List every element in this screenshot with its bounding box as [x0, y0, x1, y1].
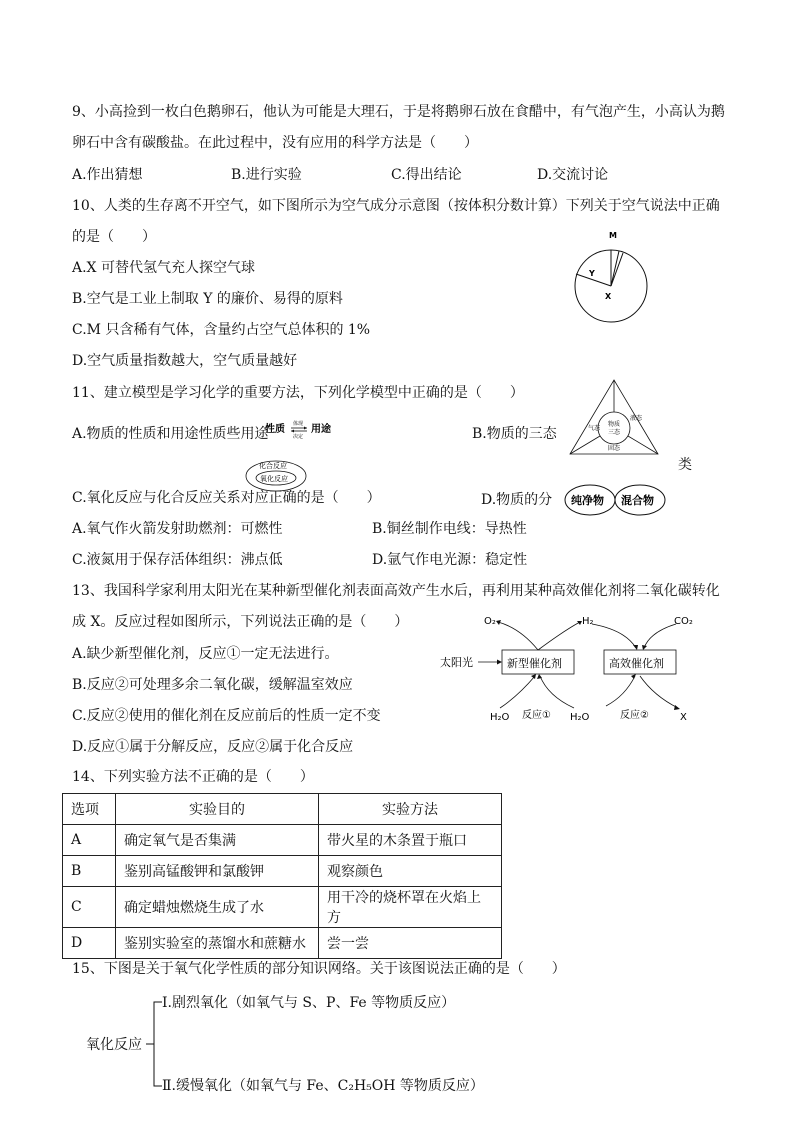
q11-option-d: D.物质的分 — [481, 492, 553, 508]
q10-option-b: B.空气是工业上制取 Y 的廉价、易得的原料 — [72, 291, 343, 307]
three-states-model — [568, 378, 660, 456]
svg-text:太阳光: 太阳光 — [440, 656, 473, 669]
table-header: 实验目的 — [116, 794, 319, 825]
oxidation-branch-1: Ⅰ.剧烈氧化（如氧气与 S、P、Fe 等物质反应） — [162, 995, 456, 1011]
q12-option-c: C.液氮用于保存活体组织：沸点低 — [72, 552, 283, 568]
q10-option-d: D.空气质量指数越大，空气质量越好 — [72, 353, 298, 369]
table-cell: 确定氧气是否集满 — [116, 825, 319, 856]
table-cell: 带火星的木条置于瓶口 — [319, 825, 502, 856]
oxidation-root-label: 氧化反应 — [86, 1037, 142, 1053]
q12-option-b: B.铜丝制作电线：导热性 — [372, 521, 527, 537]
svg-text:反应①: 反应① — [522, 710, 551, 721]
q14-stem: 14、下列实验方法不正确的是（ ） — [72, 769, 314, 785]
q13-option-c: C.反应②使用的催化剂在反应前后的性质一定不变 — [72, 708, 381, 724]
q10-stem-line2: 的是（ ） — [72, 229, 156, 245]
table-header: 实验方法 — [319, 794, 502, 825]
svg-text:H₂O: H₂O — [490, 712, 510, 723]
experiment-table — [62, 793, 502, 959]
svg-text:气态: 气态 — [588, 425, 601, 432]
q10-stem-line1: 10、人类的生存离不开空气，如下图所示为空气成分示意图（按体积分数计算）下列关于空气说法中正确 — [72, 198, 720, 214]
q12-option-a: A.氧气作火箭发射助燃剂：可燃性 — [72, 521, 283, 537]
q10-option-a: A.X 可替代氢气充人探空气球 — [72, 260, 255, 276]
table-header-row — [63, 794, 502, 825]
table-header: 选项 — [63, 794, 116, 825]
table-row — [63, 887, 502, 928]
svg-text:O₂: O₂ — [484, 616, 496, 627]
q11-option-a: A.物质的性质和用途性质些用途 — [72, 426, 269, 442]
q11-option-b: B.物质的三态 — [472, 426, 557, 442]
oxidation-branch-2: Ⅱ.缓慢氧化（如氧气与 Fe、C₂H₅OH 等物质反应） — [162, 1078, 484, 1094]
property-use-model — [265, 418, 345, 440]
q9-stem-line2: 卵石中含有碳酸盐。在此过程中，没有应用的科学方法是（ ） — [72, 135, 478, 151]
table-cell: 用干冷的烧杯罩在火焰上方 — [319, 887, 502, 928]
table-cell: C — [63, 887, 116, 928]
q13-option-b: B.反应②可处理多余二氧化碳，缓解温室效应 — [72, 677, 353, 693]
svg-text:三态: 三态 — [608, 429, 621, 436]
pie-label-x: X — [605, 292, 612, 301]
svg-text:CO₂: CO₂ — [674, 616, 693, 627]
svg-text:决定: 决定 — [293, 434, 304, 440]
oxidation-combination-model — [245, 454, 307, 492]
svg-text:液态: 液态 — [630, 415, 643, 422]
svg-text:固态: 固态 — [608, 445, 621, 452]
table-cell: B — [63, 856, 116, 887]
q11-option-b-tail: 类 — [678, 457, 692, 473]
table-cell: D — [63, 928, 116, 959]
svg-text:纯净物: 纯净物 — [571, 494, 604, 507]
table-cell: 尝一尝 — [319, 928, 502, 959]
pure-mixture-model — [563, 483, 667, 517]
pie-label-y: Y — [589, 269, 595, 278]
q13-option-a: A.缺少新型催化剂，反应①一定无法进行。 — [72, 646, 339, 662]
table-cell: A — [63, 825, 116, 856]
table-cell: 鉴别实验室的蒸馏水和蔗糖水 — [116, 928, 319, 959]
pie-label-m: M — [609, 231, 617, 240]
svg-text:X: X — [680, 712, 687, 723]
q13-stem-line2: 成 X。反应过程如图所示，下列说法正确的是（ ） — [72, 614, 409, 630]
q10-option-c: C.M 只含稀有气体，含量约占空气总体积的 1% — [72, 322, 371, 338]
q9-option-d: D.交流讨论 — [537, 167, 609, 183]
svg-text:反应②: 反应② — [620, 710, 649, 721]
q12-option-d: D.氩气作电光源：稳定性 — [372, 552, 528, 568]
q9-option-b: B.进行实验 — [231, 167, 302, 183]
svg-text:混合物: 混合物 — [621, 494, 654, 507]
q13-stem-line1: 13、我国科学家利用太阳光在某种新型催化剂表面高效产生水后，再利用某种高效催化剂将二氧化碳转化 — [72, 583, 720, 599]
svg-text:物质: 物质 — [608, 421, 621, 428]
q9-option-a: A.作出猜想 — [72, 167, 143, 183]
table-row — [63, 825, 502, 856]
air-composition-pie — [565, 226, 665, 326]
svg-text:性质: 性质 — [265, 424, 285, 435]
q13-option-d: D.反应①属于分解反应，反应②属于化合反应 — [72, 739, 354, 755]
svg-text:H₂: H₂ — [582, 616, 594, 627]
table-cell: 观察颜色 — [319, 856, 502, 887]
q15-stem: 15、下图是关于氧气化学性质的部分知识网络。关于该图说法正确的是（ ） — [72, 961, 566, 977]
q11-stem: 11、建立模型是学习化学的重要方法，下列化学模型中正确的是（ ） — [72, 385, 524, 401]
q12-stem: C.氧化反应与化合反应关系对应正确的是（ ） — [72, 490, 381, 506]
table-row — [63, 928, 502, 959]
svg-text:高效催化剂: 高效催化剂 — [609, 657, 664, 670]
svg-text:新型催化剂: 新型催化剂 — [507, 657, 562, 670]
svg-text:化合反应: 化合反应 — [259, 462, 287, 470]
q9-option-c: C.得出结论 — [391, 167, 462, 183]
table-cell: 确定蜡烛燃烧生成了水 — [116, 887, 319, 928]
svg-text:体现: 体现 — [293, 421, 304, 427]
reaction-process-diagram — [440, 608, 710, 726]
table-row — [63, 856, 502, 887]
svg-text:用途: 用途 — [311, 424, 331, 435]
svg-text:氧化反应: 氧化反应 — [260, 475, 288, 483]
svg-text:H₂O: H₂O — [570, 712, 590, 723]
q9-stem-line1: 9、小高捡到一枚白色鹅卵石，他认为可能是大理石，于是将鹅卵石放在食醋中，有气泡产生，小高认为鹅 — [72, 104, 725, 120]
table-cell: 鉴别高锰酸钾和氯酸钾 — [116, 856, 319, 887]
